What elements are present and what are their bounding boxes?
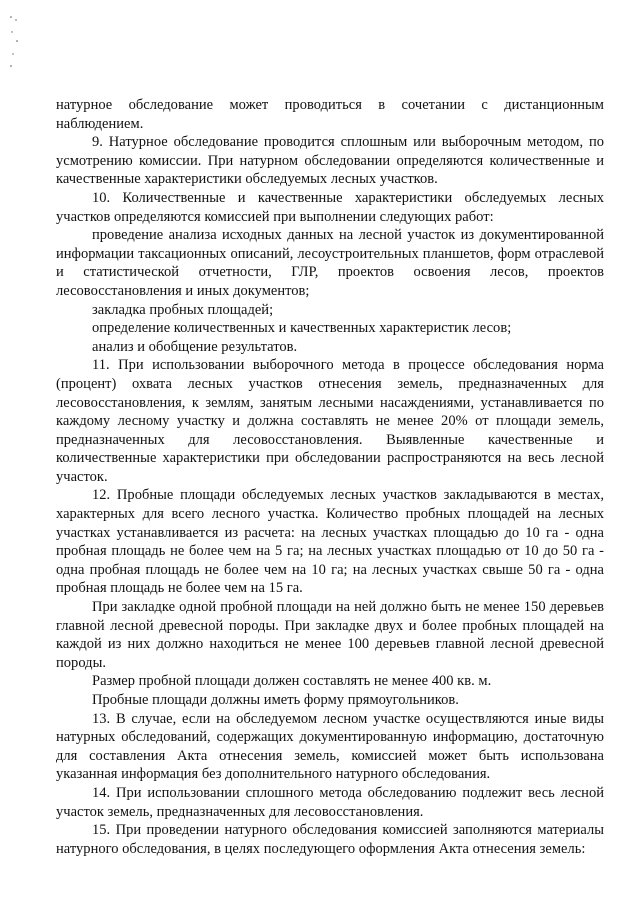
paragraph-14: 14. При использовании сплошного метода обследованию подлежит весь лесной участок земель, предназначенных для лесовосстановления. — [56, 784, 604, 820]
list-item-results: анализ и обобщение результатов. — [92, 338, 298, 355]
paragraph-12: 12. Пробные площади обследуемых лесных участков закладываются в местах, характерных для всего лесного участка. Количество пробных площадей на лесных участках устанавливается из расчета: на лесных участках площадью до 10 га - одна пробная площадь не более чем на 5 га; на лесных участках площадью от 10 до 50 га - одна пробная площадь не более чем на 10 га; на лесных участках свыше 50 га - одна пробная площадь не более чем на 15 га. — [56, 487, 604, 597]
paragraph-10: 10. Количественные и качественные характеристики обследуемых лесных участков определяются комиссией при выполнении следующих работ: — [56, 189, 604, 225]
document-body — [56, 96, 604, 858]
list-item-sample-plots: закладка пробных площадей; — [92, 301, 274, 318]
paragraph-15: 15. При проведении натурного обследования комиссией заполняются материалы натурного обследования, в целях последующего оформления Акта отнесения земель: — [56, 822, 604, 857]
paragraph-12-trees: При закладке одной пробной площади на ней должно быть не менее 150 деревьев главной лесной древесной породы. При закладке двух и более пробных площадей на каждой из них должно находиться не менее 100 деревьев главной лесной древесной породы. — [56, 599, 604, 671]
scan-artifact-icon — [9, 14, 19, 74]
paragraph-12-shape: Пробные площади должны иметь форму прямоугольников. — [92, 692, 459, 708]
list-item-analysis: проведение анализа исходных данных на лесной участок из документированной информации таксационных описаний, лесоустроительных планшетов, форм отраслевой и статистической отчетности, ГЛР, проектов освоения лесов, проектов лесовосстановления и иных документов; — [56, 227, 604, 299]
paragraph-9: 9. Натурное обследование проводится сплошным или выборочным методом, по усмотрению комиссии. При натурном обследовании определяются количественные и качественные характеристики обследуемых лесных участков. — [56, 134, 604, 188]
paragraph-continuation: натурное обследование может проводиться в сочетании с дистанционным наблюдением. — [56, 97, 604, 132]
paragraph-11: 11. При использовании выборочного метода в процессе обследования норма (процент) охвата лесных участков отнесения земель, предназначенных для лесовосстановления, к землям, занятым лесными насаждениями, устанавливается по каждому лесному участку и должна составлять не менее 20% от площади земель, предназначенных для лесовосстановления. Выявленные качественные и количественные характеристики при обследовании распространяются на весь лесной участок. — [56, 357, 604, 485]
paragraph-12-size: Размер пробной площади должен составлять не менее 400 кв. м. — [92, 673, 492, 690]
list-item-characteristics: определение количественных и качественных характеристик лесов; — [92, 320, 512, 337]
paragraph-13: 13. В случае, если на обследуемом лесном участке осуществляются иные виды натурных обследований, содержащих документированную информацию, достаточную для составления Акта отнесения земель, комиссией может быть использована указанная информация без дополнительного натурного обследования. — [56, 710, 604, 783]
